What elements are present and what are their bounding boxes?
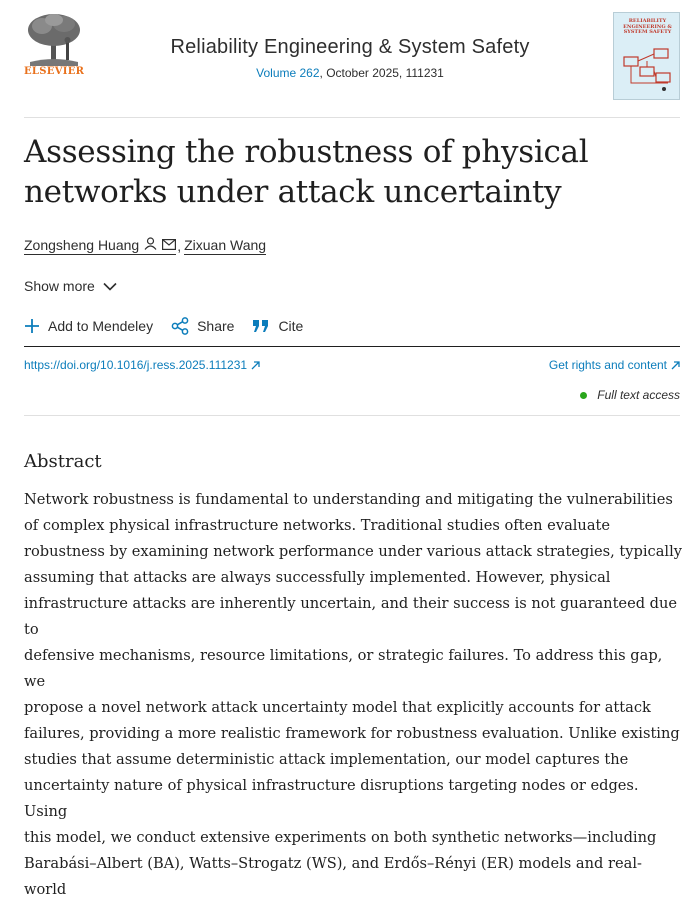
doi-link[interactable]: [24, 358, 260, 372]
abstract-line: defensive mechanisms, resource limitations, or strategic failures. To address this gap, we: [24, 647, 663, 690]
access-dot-icon: [580, 392, 587, 399]
abstract-line: this model, we conduct extensive experiments on both synthetic networks—including: [24, 829, 657, 846]
access-status: [580, 388, 680, 402]
author-name: Zongsheng Huang: [24, 237, 140, 253]
header-divider: [24, 117, 680, 118]
rights-text: Get rights and content: [548, 358, 667, 372]
author-separator: ,: [177, 238, 182, 254]
volume-link[interactable]: Volume 262: [256, 66, 320, 80]
author-list: [24, 237, 266, 255]
show-more-label: Show more: [24, 278, 95, 294]
author-link[interactable]: [24, 237, 176, 255]
person-icon: [144, 237, 157, 253]
abstract-heading: Abstract: [24, 451, 102, 472]
abstract-line: assuming that attacks are always successfully implemented. However, physical: [24, 569, 611, 586]
cover-illustration-icon: [618, 43, 677, 95]
journal-header: [0, 0, 695, 117]
abstract-line: of complex physical infrastructure networks. Traditional studies often evaluate: [24, 517, 611, 534]
external-link-icon: [251, 361, 260, 370]
meta-divider: [24, 415, 680, 416]
show-more-button[interactable]: [24, 278, 117, 294]
abstract-line: robustness by examining network performance under various attack strategies, typically: [24, 543, 682, 560]
journal-title[interactable]: Reliability Engineering & System Safety: [170, 36, 530, 58]
issue-date: , October 2025, 111231: [319, 66, 444, 80]
rights-link[interactable]: [549, 358, 680, 372]
cover-title: RELIABILITY ENGINEERING & SYSTEM SAFETY: [623, 18, 672, 35]
mail-icon: [162, 237, 176, 253]
share-label: Share: [197, 318, 235, 334]
add-to-mendeley-button[interactable]: [24, 318, 153, 334]
publisher-name: ELSEVIER: [24, 66, 85, 77]
plus-icon: [24, 318, 40, 334]
journal-meta: [100, 66, 600, 80]
article-actions: [24, 317, 321, 335]
journal-cover[interactable]: [613, 12, 680, 100]
abstract-body: [24, 487, 684, 903]
abstract-line: Barabási–Albert (BA), Watts–Strogatz (WS), and Erdős–Rényi (ER) models and real-world: [24, 855, 642, 898]
external-link-icon: [671, 361, 680, 370]
abstract-line: failures, providing a more realistic framework for robustness evaluation. Unlike existing: [24, 725, 680, 742]
cite-button[interactable]: [252, 318, 303, 334]
abstract-line: studies that assume deterministic attack implementation, our model captures the: [24, 751, 629, 768]
cite-label: Cite: [278, 318, 304, 334]
chevron-down-icon: [103, 282, 117, 291]
author-link[interactable]: [184, 237, 266, 255]
article-title: Assessing the robustness of physical networks under attack uncertainty: [24, 134, 589, 210]
abstract-line: Network robustness is fundamental to understanding and mitigating the vulnerabilities: [24, 491, 673, 508]
share-icon: [171, 317, 189, 335]
actions-divider: [24, 346, 680, 347]
doi-text: https://doi.org/10.1016/j.ress.2025.111231: [24, 358, 248, 372]
share-button[interactable]: [171, 317, 234, 335]
author-name: Zixuan Wang: [184, 237, 267, 253]
abstract-line: propose a novel network attack uncertainty model that explicitly accounts for attack: [24, 699, 651, 716]
quote-icon: [252, 319, 270, 333]
access-label: Full text access: [597, 388, 680, 402]
mendeley-label: Add to Mendeley: [48, 318, 154, 334]
abstract-line: uncertainty nature of physical infrastructure disruptions targeting nodes or edges. Using: [24, 777, 639, 820]
abstract-line: infrastructure attacks are inherently uncertain, and their success is not guaranteed due to: [24, 595, 678, 638]
